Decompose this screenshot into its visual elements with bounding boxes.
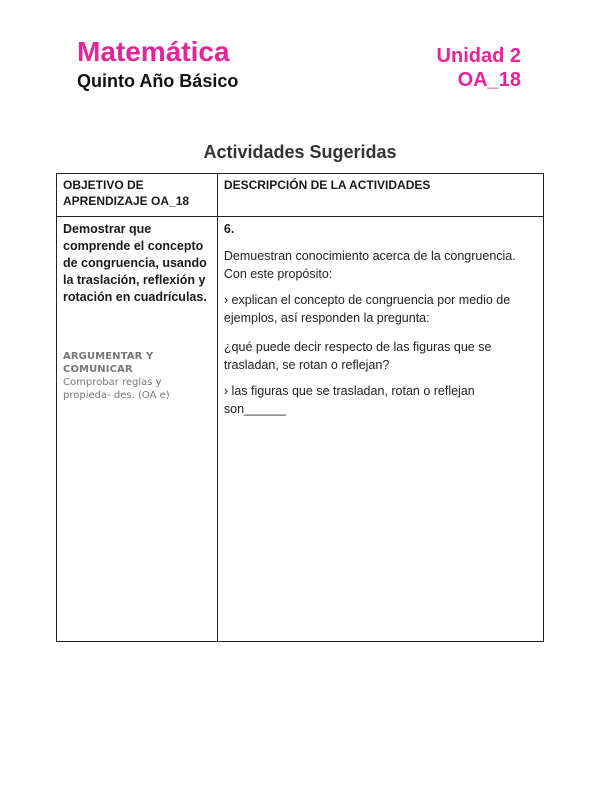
skill-name: ARGUMENTAR Y COMUNICAR	[63, 351, 154, 375]
header-left	[77, 36, 238, 92]
skill-description: Comprobar reglas y propieda- des. (OA e)	[63, 377, 170, 401]
header-right	[437, 44, 521, 92]
description-paragraph: › explican el concepto de congruencia por medio de ejemplos, así responden la pregunta:	[223, 293, 511, 325]
activities-table	[56, 173, 544, 642]
section-title: Actividades Sugeridas	[203, 142, 397, 162]
description-paragraph: ¿qué puede decir respecto de las figuras que se trasladan, se rotan o reflejan?	[223, 340, 492, 372]
description-paragraph: Demuestran conocimiento acerca de la congruencia. Con este propósito:	[223, 249, 516, 281]
grade-title: Quinto Año Básico	[77, 71, 239, 91]
table-row	[57, 217, 544, 642]
objective-header: OBJETIVO DE APRENDIZAJE OA_18	[57, 174, 218, 217]
oa-title: OA_18	[457, 69, 521, 91]
description-paragraph: › las figuras que se trasladan, rotan o reflejan son______	[223, 384, 475, 416]
objective-text: Demostrar que comprende el concepto de congruencia, usando la traslación, reflexión y rotación en cuadrículas.	[63, 222, 207, 304]
unit-title: Unidad 2	[436, 45, 521, 67]
description-cell	[217, 217, 543, 642]
subject-title: Matemática	[77, 36, 230, 67]
skill-block	[63, 350, 211, 402]
table-header-row	[57, 174, 544, 217]
activity-number: 6.	[223, 222, 235, 236]
description-header: DESCRIPCIÓN DE LA ACTIVIDADES	[217, 174, 543, 217]
objective-cell	[57, 217, 218, 642]
